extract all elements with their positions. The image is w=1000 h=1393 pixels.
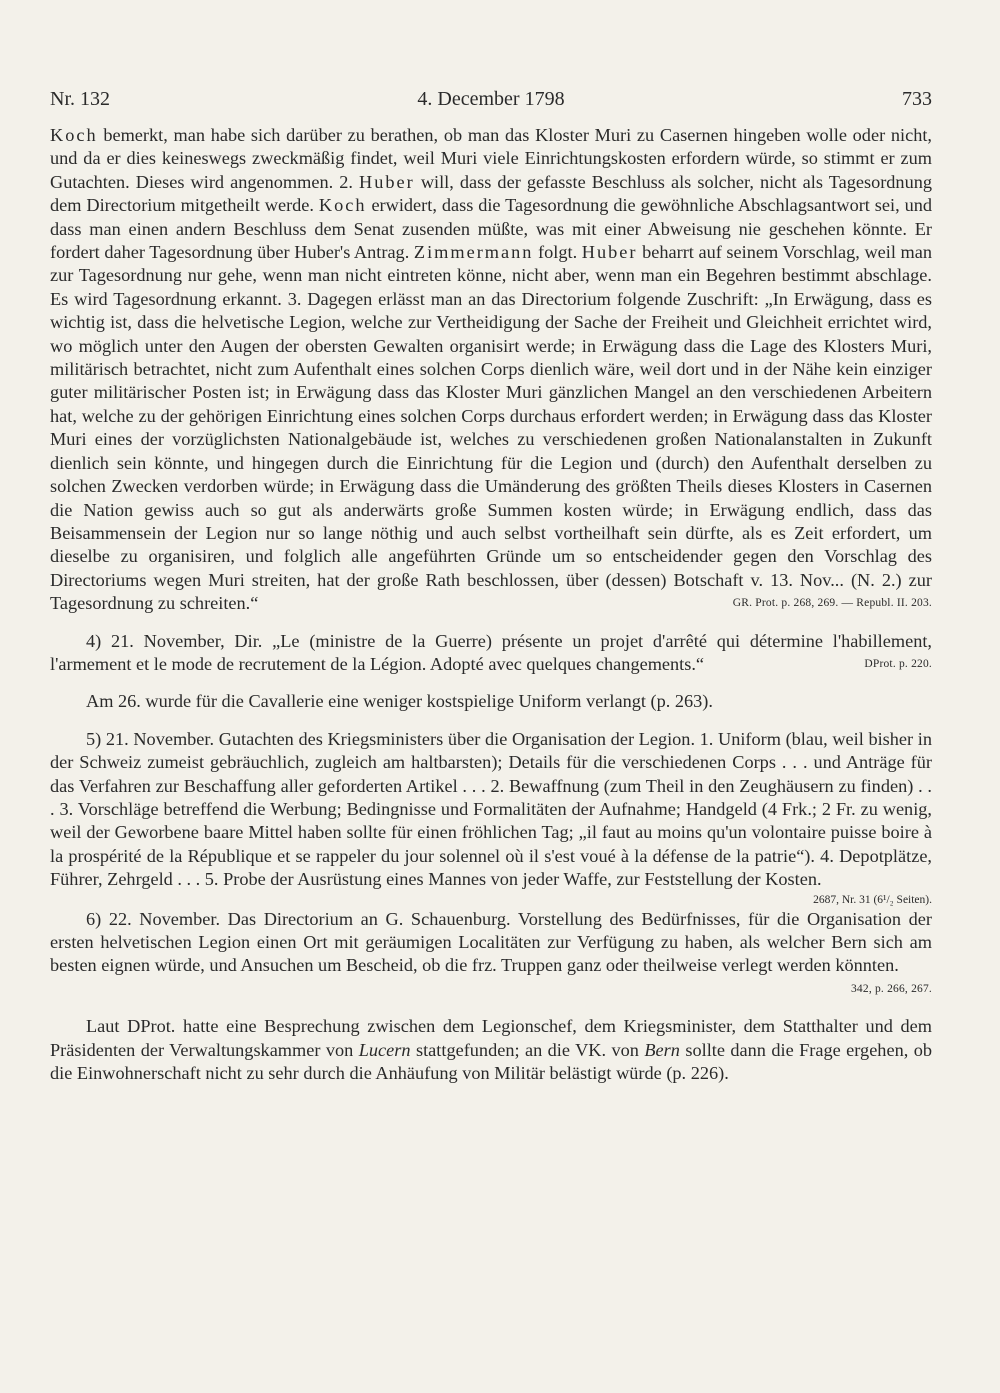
paragraph-text: 4) 21. November, Dir. „Le (ministre de la Guerre) présente un projet d'arrêté qui détermine l'habillement, l'armement et le mode de recrutement de la Légion. Adopté avec quelques changements.“ <box>50 630 932 674</box>
paragraph-text: erwidert, dass die Tagesordnung die gewöhnliche Abschlagsantwort sei, und dass man einen andern Beschluss dem Senat zusenden müßte, was mit einer Abweisung nie geschehen könnte. Er fordert daher Tagesordnung über Huber's Antrag. <box>50 195 933 263</box>
document-number: Nr. 132 <box>50 88 110 110</box>
source-reference: GR. Prot. p. 268, 269. — Republ. II. 203. <box>732 597 932 610</box>
page-date: 4. December 1798 <box>417 88 565 110</box>
source-reference: DProt. p. 220. <box>864 657 932 670</box>
paragraph-dir-21-nov <box>50 630 932 677</box>
person-name: Koch <box>50 125 98 145</box>
person-name: Huber <box>359 171 415 192</box>
paragraph-laut-dprot <box>50 1015 932 1085</box>
paragraph-koch-muri <box>50 124 932 616</box>
paragraph-cavallerie: Am 26. wurde für die Cavallerie eine weniger kostspielige Uniform verlangt (p. 263). <box>86 691 713 712</box>
place-name: Bern <box>644 1039 680 1060</box>
paragraph-text: bemerkt, man habe sich darüber zu berathen, ob man das Kloster Muri zu Casernen hingeben wolle oder nicht, und da er dies keineswegs zweckmäßig findet, weil Muri viele Einrichtungskosten erfordern würde, so stimmt er zum Gutachten. Dieses wird angenommen. 2. <box>50 125 932 192</box>
paragraph-gutachten: 5) 21. November. Gutachten des Kriegsministers über die Organisation der Legion. 1. Uniform (blau, weil bisher in der Schweiz zumeist gebräuchlich, zugleich am haltbarsten); Details für die verschiedenen Corps . . . und Anträge für das Verfahren zur Beschaffung aller geforderten Artikel . . . 2. Bewaffnung (zum Theil in den Zeughäusern zu finden) . . . 3. Vorschläge betreffend die Werbung; Bedingnisse und Formalitäten der Aufnahme; Handgeld (4 Frk.; 2 Fr. zu wenig, weil der Geworbene baare Mittel haben sollte für einen fröhlichen Tag; „il faut au moins qu'un volontaire puisse boire à la prospérité de la République et se rappeler du jour solennel où il s'est voué à la défense de la patrie“). 4. Depotplätze, Führer, Zehrgeld . . . 5. Probe der Ausrüstung eines Mannes von jeder Waffe, zur Feststellung der Kosten. <box>50 728 932 890</box>
place-name: Lucern <box>358 1039 411 1060</box>
paragraph-schauenburg <box>50 908 932 995</box>
source-reference: 342, p. 266, 267. <box>850 982 932 995</box>
page-body <box>50 124 932 1085</box>
person-name: Huber <box>581 242 638 263</box>
person-name: Koch <box>318 195 367 216</box>
paragraph-text: stattgefunden; an die VK. von <box>415 1039 639 1060</box>
paragraph-text: Laut DProt. hatte eine Besprechung zwischen dem Legionschef, dem Kriegsminister, dem Statthalter und dem Präsidenten der Verwaltungskammer von <box>50 1016 932 1060</box>
page-header <box>50 88 932 118</box>
paragraph-text: 6) 22. November. Das Directorium an G. Schauenburg. Vorstellung des Bedürfnisses, für die Organisation der ersten helvetischen Legion einen Ort mit geräumigen Localitäten zur Verfügung zu haben, als welcher Bern sich am besten eignen würde, und Ansuchen um Bescheid, ob die frz. Truppen ganz oder theilweise verlegt werden könnten. <box>50 908 932 976</box>
paragraph-text: beharrt auf seinem Vorschlag, weil man zur Tagesordnung nur gehe, wenn man nicht eintreten könne, nicht aber, wenn man ein Begehren bestimmt abschlage. Es wird Tagesordnung erkannt. 3. Dagegen erlässt man an das Directorium folgende Zuschrift: „In Erwägung, dass es wichtig ist, dass die helvetische Legion, welche zur Vertheidigung der Sache der Freiheit und Gleichheit errichtet wird, wo möglich unter den Augen der obersten Gewalten organisirt werde; in Erwägung dass die Lage des Klosters Muri, militärisch betrachtet, nicht zum Aufenthalt eines solchen Corps dienlich wäre, weil dort und in der Nähe kein einziger guter militärischer Posten ist; in Erwägung dass das Kloster Muri gänzlichen Mangel an den verschiedenen Arbeitern hat, welche zu der gehörigen Einrichtung eines solchen Corps durchaus erfordert werden; in Erwägung dass das Kloster Muri eines der vorzüglichsten Nationalgebäude ist, welches zu verschiedenen großen Nationalanstalten in Zukunft dienlich sein könnte, und hingegen durch die Einrichtung für die Legion und (durch) den Aufenthalt derselben zu solchen Zwecken verdorben würde; in Erwägung dass die Umänderung des größten Theils dieses Klosters in Casernen die Nation gewiss auch so gut als anderwärts große Summen kosten würde; in Erwägung endlich, dass das Beisammensein der Legion nur so lange nöthig und auch selbst vortheilhaft sein dürfte, als es Zeit erfordert, um dieselbe zu organisiren, und folglich alle angeführten Gründe um so entscheidender gegen den Vorschlag des Directoriums wegen Muri streiten, hat der große Rath beschlossen, über (dessen) Botschaft v. 13. Nov... (N. 2.) zur Tagesordnung zu schreiten.“ <box>50 242 933 614</box>
person-name: Zimmermann <box>413 242 534 263</box>
paragraph-text: will, dass der gefasste Beschluss als solcher, nicht als Tagesordnung dem Directorium mitgetheilt werde. <box>50 171 932 216</box>
paragraph-text: sollte dann die Frage ergehen, ob die Einwohnerschaft nicht zu sehr durch die Anhäufung von Militär belästigt würde (p. 226). <box>50 1039 932 1084</box>
paragraph-text: folgt. <box>538 242 578 263</box>
page-number: 733 <box>902 88 932 110</box>
source-reference: 2687, Nr. 31 (6¹/₂ Seiten). <box>813 893 932 906</box>
